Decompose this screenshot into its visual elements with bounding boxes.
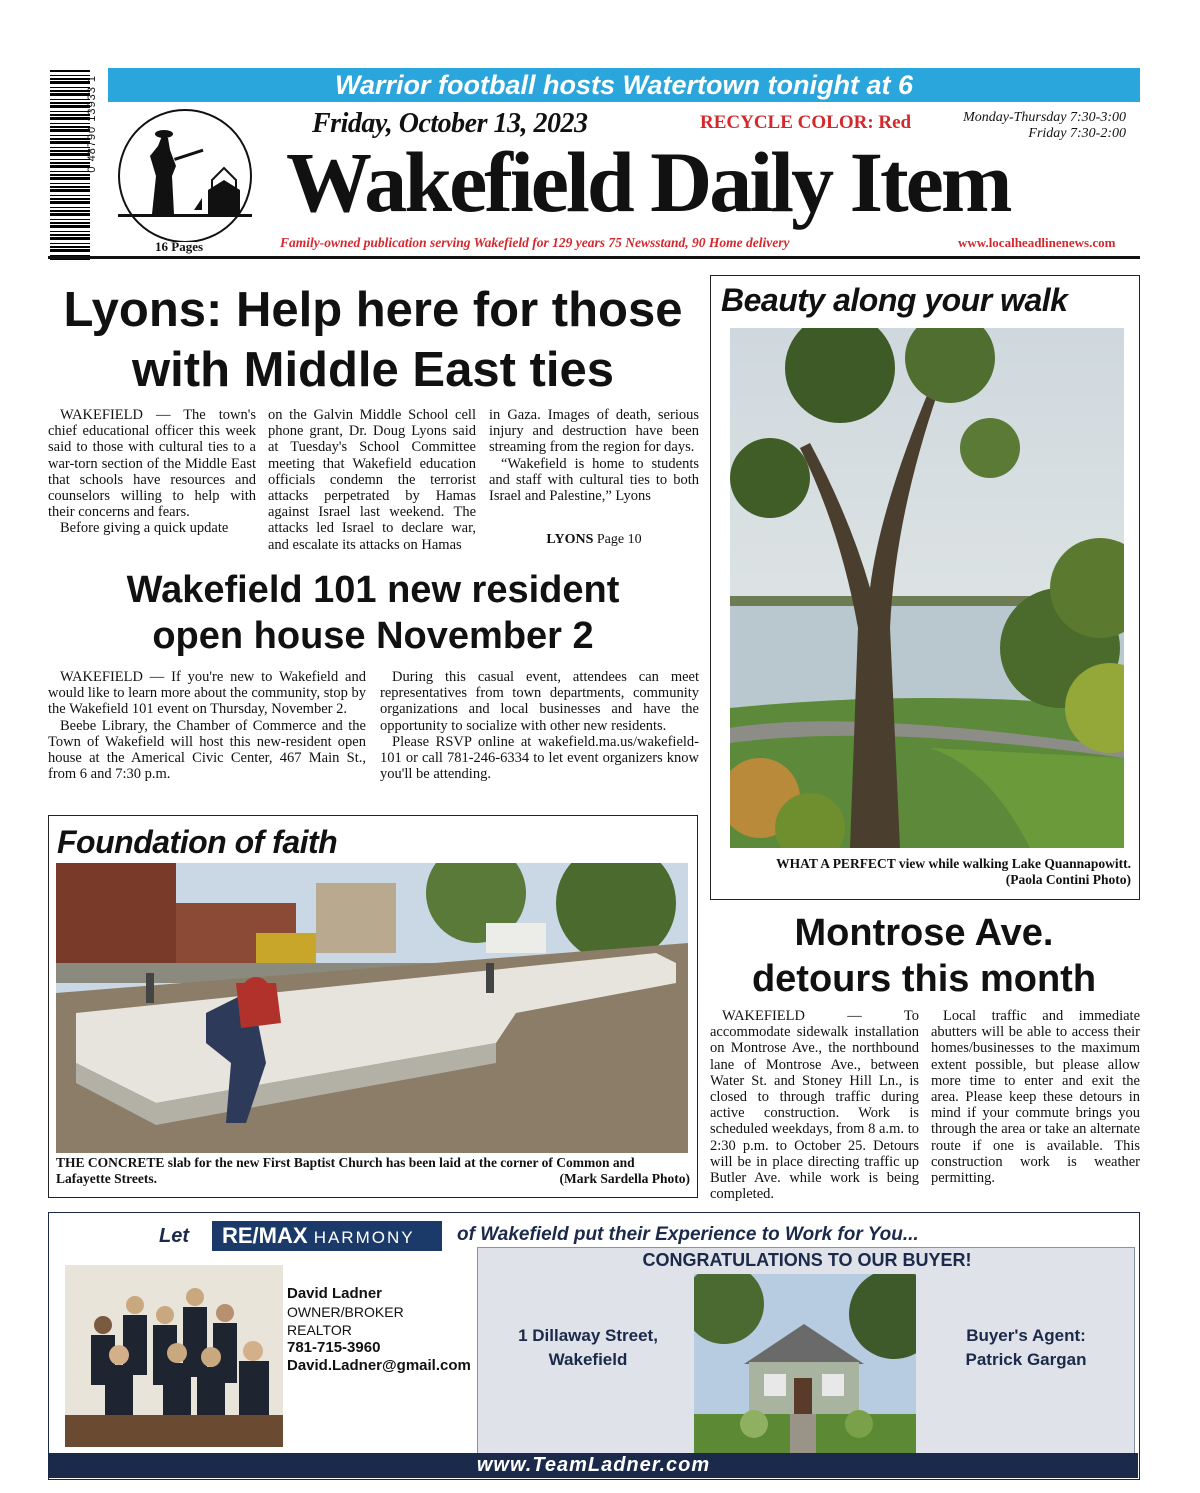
story1-headline-line1: Lyons: Help here for those bbox=[63, 283, 683, 337]
remax-logo bbox=[212, 1221, 442, 1251]
faith-credit: (Mark Sardella Photo) bbox=[559, 1171, 690, 1186]
tagline: Family-owned publication serving Wakefield for 129 years 75 Newsstand, 90 Home delivery bbox=[280, 235, 790, 250]
lake-photo[interactable] bbox=[730, 328, 1124, 848]
ad-slogan: of Wakefield put their Experience to Work for You... bbox=[457, 1224, 919, 1245]
recycle-color: RECYCLE COLOR: Red bbox=[700, 112, 912, 133]
story2-col2-p2: Please RSVP online at wakefield.ma.us/wakefield-101 or call 781-246-6334 to let event organizers know you'll be attending. bbox=[380, 733, 699, 783]
masthead: Wakefield Daily Item bbox=[286, 134, 1010, 230]
agent-title1: OWNER/BROKER bbox=[287, 1304, 404, 1320]
faith-caption-bold: THE CONCRETE bbox=[56, 1155, 165, 1170]
story2-col1-p1: WAKEFIELD — If you're new to Wakefield and would like to learn more about the community, stop by the Wakefield 101 event on Thursday, November 2. bbox=[48, 669, 367, 718]
story1-headline-line2: with Middle East ties bbox=[132, 343, 614, 397]
story2-col1 bbox=[48, 669, 366, 782]
barcode bbox=[50, 70, 90, 260]
beauty-title: Beauty along your walk bbox=[721, 282, 1068, 318]
story3-headline bbox=[708, 910, 1140, 1002]
story3-col1 bbox=[710, 1008, 919, 1202]
congrats-panel bbox=[477, 1247, 1135, 1459]
story2-col1-p2: Beebe Library, the Chamber of Commerce and the Town of Wakefield will host this new-resident open house at the Americal Civic Center, 467 Main St., from 6 and 7:30 p.m. bbox=[48, 717, 366, 783]
story3-col1-p1: WAKEFIELD — To accommodate sidewalk installation on Montrose Ave., the northbound lane of Montrose Ave., between Water St. and Stoney Hill Ln., is closed to through traffic during active construction. Work is scheduled weekdays, from 8 a.m. to 2:30 p.m. to October 25. Detours will be in place directing traffic up Butler Ave. while work is being completed. bbox=[710, 1008, 919, 1203]
story1-jump[interactable] bbox=[489, 532, 699, 548]
story1-col2 bbox=[268, 407, 476, 553]
address-line1: 1 Dillaway Street, bbox=[518, 1326, 658, 1345]
header-rule bbox=[48, 256, 1140, 259]
team-photo bbox=[65, 1265, 283, 1447]
story1-col1-p2: Before giving a quick update bbox=[60, 520, 229, 537]
buyer-name: Patrick Gargan bbox=[965, 1350, 1087, 1369]
story1-col2-p1: on the Galvin Middle School cell phone grant, Dr. Doug Lyons said at Tuesday's School Committee meeting that Wakefield education officials condemn the terrorist attacks perpetrated by Hamas against Israel last weekend. The attacks led Israel to declare war, and escalate its attacks on Hamas bbox=[268, 407, 476, 553]
faith-caption bbox=[56, 1155, 690, 1187]
top-banner: Warrior football hosts Watertown tonight at 6 bbox=[108, 68, 1140, 102]
story1-headline bbox=[40, 280, 706, 400]
story3-col2 bbox=[931, 1008, 1140, 1186]
address-line2: Wakefield bbox=[548, 1350, 628, 1369]
barcode-number: 0 48790 13933 1 bbox=[86, 75, 98, 173]
website-link[interactable]: www.localheadlinenews.com bbox=[958, 235, 1116, 250]
agent-info bbox=[287, 1285, 471, 1375]
house-photo bbox=[694, 1274, 916, 1456]
story2-headline-line2: open house November 2 bbox=[152, 615, 594, 657]
story3-headline-line2: detours this month bbox=[751, 958, 1097, 1000]
story1-jump-page: Page 10 bbox=[596, 532, 642, 547]
footer-url[interactable]: www.TeamLadner.com bbox=[476, 1454, 711, 1476]
remax-sub: HARMONY bbox=[313, 1228, 415, 1247]
agent-phone[interactable]: 781-715-3960 bbox=[287, 1339, 381, 1356]
beauty-caption-bold: WHAT A PERFECT bbox=[776, 856, 896, 871]
story1-col1-p1: WAKEFIELD — The town's chief educational officer this week said to those with cultural ties to a war-torn section of the Middle East that schools have resources and counselors willing to help with their concerns and fears. bbox=[48, 407, 256, 521]
story1-col3-p2: “Wakefield is home to students and staff with cultural ties to both Israel and Palestine,” Lyons bbox=[489, 455, 699, 505]
hours-friday: Friday 7:30-2:00 bbox=[1028, 126, 1126, 141]
hours-weekday: Monday-Thursday 7:30-3:00 bbox=[963, 110, 1126, 125]
story3-col2-p1: Local traffic and immediate abutters will be able to access their homes/businesses to the maximum extent possible, but please allow more time to enter and exit the area. Please keep these detours in mind if your commute brings you through the area or take an alternate route if one is available. This construction work is weather permitting. bbox=[931, 1008, 1140, 1187]
story1-col3 bbox=[489, 407, 699, 504]
beauty-caption-rest: view while walking Lake Quannapowitt. bbox=[895, 856, 1131, 871]
story1-jump-label: LYONS bbox=[546, 532, 594, 547]
ad-let: Let bbox=[159, 1225, 189, 1247]
beauty-credit: (Paola Contini Photo) bbox=[1005, 872, 1131, 887]
faith-title: Foundation of faith bbox=[57, 824, 338, 860]
story2-headline bbox=[40, 567, 706, 659]
story3-headline-line1: Montrose Ave. bbox=[794, 912, 1054, 954]
faith-caption-rest: slab for the new First Baptist Church has been laid at the corner of Common and Lafayette Streets. bbox=[56, 1155, 635, 1186]
foundation-photo[interactable] bbox=[56, 863, 688, 1153]
minuteman-logo-icon bbox=[112, 106, 258, 242]
page-count: 16 Pages bbox=[155, 239, 204, 254]
agent-name: David Ladner bbox=[287, 1285, 383, 1302]
beauty-caption bbox=[719, 856, 1131, 888]
remax-brand: RE/MAX bbox=[222, 1223, 308, 1248]
story2-col2 bbox=[380, 669, 699, 782]
agent-email[interactable]: David.Ladner@gmail.com bbox=[287, 1357, 471, 1374]
story2-headline-line1: Wakefield 101 new resident bbox=[126, 569, 620, 611]
faith-photo-box bbox=[48, 815, 698, 1198]
beauty-photo-box bbox=[710, 275, 1140, 900]
buyer-label: Buyer's Agent: bbox=[966, 1326, 1086, 1345]
agent-title2: REALTOR bbox=[287, 1322, 352, 1338]
buyer-agent bbox=[926, 1324, 1126, 1372]
congrats-title: CONGRATULATIONS TO OUR BUYER! bbox=[642, 1250, 972, 1270]
ad-footer bbox=[49, 1453, 1138, 1478]
story1-col1 bbox=[48, 407, 256, 537]
sold-address bbox=[488, 1324, 688, 1372]
remax-advertisement[interactable] bbox=[48, 1212, 1140, 1480]
story1-col3-p1: in Gaza. Images of death, serious injury and destruction have been streaming from the region for days. bbox=[489, 407, 699, 456]
story2-col2-p1: During this casual event, attendees can meet representatives from town departments, community organizations and local businesses and have the opportunity to socialize with other new residents. bbox=[380, 669, 699, 734]
issue-date: Friday, October 13, 2023 bbox=[312, 108, 588, 139]
